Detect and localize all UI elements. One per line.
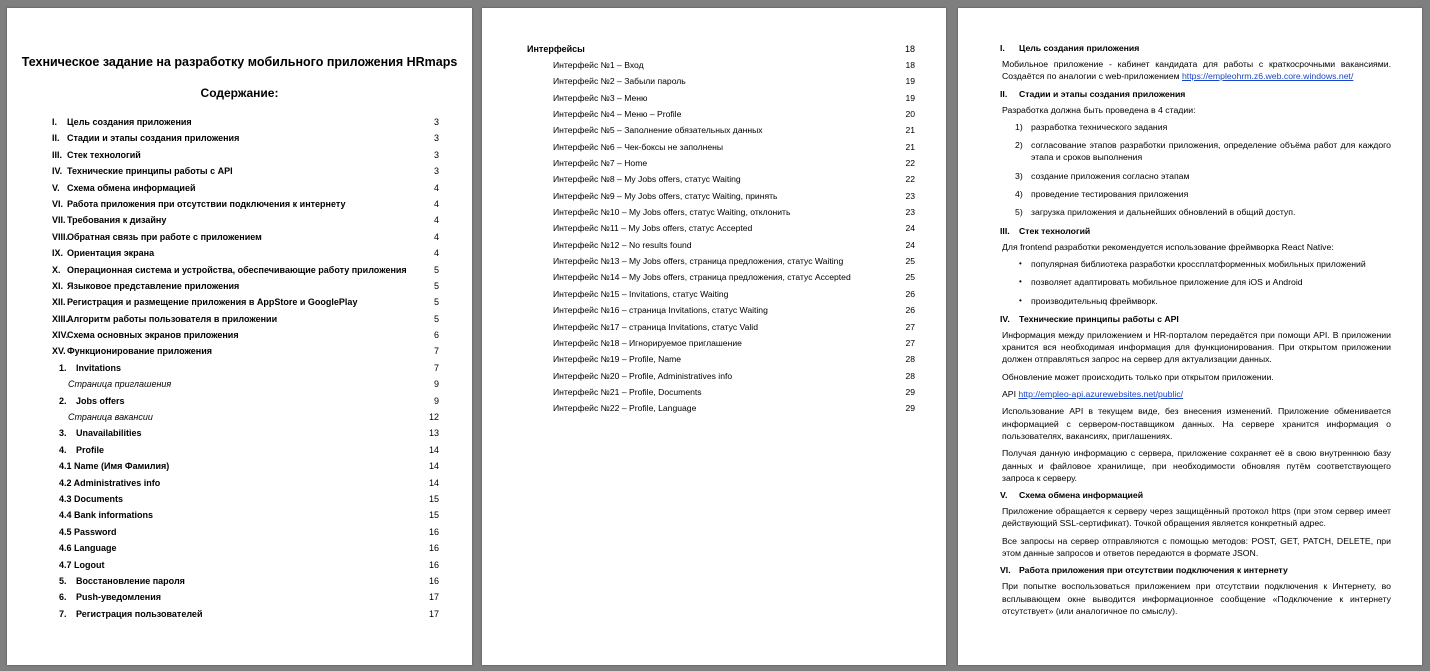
- toc-entry[interactable]: [52, 163, 439, 179]
- toc-entry-number: XIII.: [52, 313, 69, 324]
- toc-entry[interactable]: [52, 212, 439, 228]
- api-label: API: [1002, 389, 1019, 400]
- toc-entry-page: 14: [428, 444, 439, 455]
- toc-entry-title: 4.2 Administratives info: [59, 477, 161, 488]
- toc-entry-title: 4.5 Password: [59, 526, 117, 537]
- toc-entry-page: 21: [905, 125, 915, 136]
- toc-entry-title: Интерфейс №16 – страница Invitations, статус Waiting: [553, 305, 768, 316]
- toc-entry-page: 17: [428, 608, 439, 619]
- toc-entry-number: 4.: [59, 444, 67, 455]
- toc-entry-number: VII.: [52, 215, 66, 226]
- toc-entry-page: 23: [905, 207, 915, 218]
- toc-entry[interactable]: [527, 139, 915, 155]
- toc-entry-title: Интерфейс №22 – Profile, Language: [553, 403, 697, 414]
- web-app-link[interactable]: https://empleohrm.z6.web.core.windows.net/: [1181, 71, 1354, 82]
- toc-entry-page: 27: [905, 321, 915, 332]
- toc-entry[interactable]: [52, 442, 439, 458]
- toc-entry[interactable]: [52, 491, 439, 507]
- toc-entry-title: Интерфейс №12 – No results found: [553, 239, 692, 250]
- paragraph: Информация между приложением и HR-порталом передаётся при помощи API. В приложении хранится вся необходимая информация для функционирования. При открытом приложении должен отправляться запрос на сервер для актуализации данных.: [1002, 329, 1391, 365]
- paragraph: Для frontend разработки рекомендуется использование фреймворка React Native:: [1002, 241, 1334, 252]
- toc-entry[interactable]: [527, 188, 915, 204]
- document-page-3: [958, 8, 1422, 665]
- paragraph: Приложение обращается к серверу через защищённый протокол https (при этом сервер имеет действующий SSL-сертификат). Точкой обращения является конкретный адрес.: [1002, 506, 1391, 529]
- section-title: Технические принципы работы с API: [1019, 313, 1179, 324]
- section-heading-offline: [994, 564, 1391, 576]
- toc-entry-title: Требования к дизайну: [67, 215, 167, 226]
- toc-entry-page: 3: [433, 117, 439, 127]
- toc-entry-title: Работа приложения при отсутствии подключения к интернету: [67, 198, 346, 209]
- toc-entry-title: Интерфейс №3 – Меню: [553, 92, 648, 103]
- paragraph: Разработка должна быть проведена в 4 стадии:: [1002, 104, 1196, 115]
- toc-entry[interactable]: [527, 351, 915, 367]
- toc-entry-title: Интерфейс №13 – My Jobs offers, страница предложения, статус Waiting: [553, 256, 844, 267]
- toc-entry-title: Profile: [76, 444, 105, 455]
- toc-entry-page: 4: [433, 248, 439, 259]
- toc-entry[interactable]: [52, 606, 439, 622]
- toc-entry-page: 27: [905, 337, 915, 348]
- section-title: Работа приложения при отсутствии подключения к интернету: [1019, 565, 1288, 576]
- toc-entry-page: 16: [428, 575, 439, 586]
- toc-entry-title: Цель создания приложения: [67, 117, 192, 127]
- toc-entry-title: Интерфейс №4 – Меню – Profile: [553, 109, 682, 120]
- toc-entry-title: Интерфейс №6 – Чек-боксы не заполнены: [553, 141, 724, 152]
- toc-entry-page: 22: [905, 158, 915, 169]
- toc-entry-number: 5.: [59, 575, 67, 586]
- toc-entry[interactable]: [52, 507, 439, 523]
- toc-entry-title: Операционная система и устройства, обеспечивающие работу приложения: [67, 264, 407, 275]
- toc-entry[interactable]: [527, 237, 915, 253]
- toc-entry-title: Схема обмена информацией: [67, 182, 196, 193]
- list-number: 4): [1015, 189, 1023, 200]
- toc-entry-page: 22: [905, 174, 915, 185]
- stack-list: [1002, 258, 1391, 307]
- toc-entry[interactable]: [527, 384, 915, 400]
- list-item-text: разработка технического задания: [1031, 121, 1168, 132]
- toc-entry-number: V.: [52, 182, 60, 193]
- toc-entry-number: 1.: [59, 362, 67, 373]
- page-content: [994, 38, 1391, 622]
- toc-entry-title: Интерфейс №21 – Profile, Documents: [553, 386, 702, 397]
- api-link[interactable]: http://empleo-api.azurewebsites.net/public/: [1018, 389, 1184, 400]
- section-title: Цель создания приложения: [1019, 43, 1140, 53]
- list-item: [1002, 188, 1391, 200]
- toc-entry-page: 13: [428, 428, 439, 439]
- section-number: V.: [1000, 490, 1008, 501]
- toc-entry-title: Интерфейс №19 – Profile, Name: [553, 354, 682, 365]
- toc-entry-number: 7.: [59, 608, 67, 619]
- toc-entry-page: 18: [905, 60, 915, 70]
- interfaces-heading-page: 18: [904, 44, 915, 54]
- toc-entry[interactable]: [527, 171, 915, 187]
- toc-entry[interactable]: [52, 376, 439, 392]
- toc-entry-page: 19: [905, 92, 915, 103]
- toc-entry[interactable]: [527, 319, 915, 335]
- table-of-contents: [52, 114, 439, 622]
- toc-entry-number: I.: [52, 117, 58, 127]
- toc-entry[interactable]: [52, 475, 439, 491]
- toc-entry-page: 16: [428, 559, 439, 570]
- paragraph-text: Мобильное приложение - кабинет кандидата для работы с краткосрочными вакансиями. Создаётся по аналогии с web-приложением: [1002, 59, 1391, 82]
- toc-entry-title: Страница приглашения: [68, 379, 172, 390]
- section-number: II.: [1000, 88, 1008, 99]
- toc-entry[interactable]: [52, 311, 439, 327]
- section-title: Схема обмена информацией: [1019, 490, 1144, 501]
- toc-entry[interactable]: [527, 220, 915, 236]
- toc-entry-page: 19: [905, 76, 915, 87]
- toc-entry-page: 7: [433, 346, 439, 357]
- toc-entry-page: 28: [905, 370, 915, 381]
- paragraph: При попытке воспользоваться приложением при отсутствии подключения к Интернету, во всплывающем окне выводится информационное сообщение «Подключение к интернету отсутствует» (или аналогичное по смыслу).: [1002, 581, 1391, 616]
- toc-entry-page: 6: [433, 330, 439, 341]
- toc-entry-page: 26: [905, 305, 915, 316]
- toc-entry[interactable]: [527, 302, 915, 318]
- section-title: Стек технологий: [1019, 225, 1091, 236]
- toc-entry[interactable]: [52, 229, 439, 245]
- list-item-text: проведение тестирования приложения: [1031, 189, 1189, 200]
- section-heading-api: [994, 313, 1391, 325]
- toc-entry[interactable]: [527, 286, 915, 302]
- toc-entry-number: 2.: [59, 395, 67, 406]
- paragraph: [1002, 388, 1391, 400]
- toc-entry[interactable]: [52, 425, 439, 441]
- toc-entry-page: 25: [905, 256, 915, 267]
- list-number: 1): [1015, 121, 1023, 132]
- list-item-text: производительныq фреймворк.: [1031, 295, 1158, 306]
- toc-entry[interactable]: [527, 90, 915, 106]
- toc-entry[interactable]: [527, 269, 915, 285]
- toc-entry-page: 16: [428, 543, 439, 554]
- toc-entry-page: 24: [905, 223, 915, 234]
- toc-entry-title: Обратная связь при работе с приложением: [67, 231, 262, 242]
- toc-entry[interactable]: [527, 57, 915, 73]
- toc-entry-page: 3: [433, 166, 439, 177]
- toc-entry[interactable]: [52, 360, 439, 376]
- toc-entry-title: Интерфейс №17 – страница Invitations, статус Valid: [553, 321, 758, 332]
- toc-entry-number: VI.: [52, 198, 64, 209]
- toc-entry[interactable]: [52, 278, 439, 294]
- interfaces-heading[interactable]: [527, 41, 915, 57]
- list-number: 5): [1015, 207, 1023, 218]
- toc-entry-page: 3: [433, 149, 439, 160]
- toc-entry[interactable]: [527, 204, 915, 220]
- section-number: VI.: [1000, 565, 1011, 576]
- toc-entry-title: Восстановление пароля: [76, 575, 185, 586]
- toc-entry[interactable]: [527, 253, 915, 269]
- toc-entry-title: Интерфейс №9 – My Jobs offers, статус Waiting, принять: [553, 190, 778, 201]
- toc-entry-page: 16: [428, 526, 439, 537]
- toc-entry-page: 21: [905, 141, 915, 152]
- list-number: 2): [1015, 140, 1023, 151]
- toc-entry[interactable]: [52, 393, 439, 409]
- list-item: [1002, 206, 1391, 218]
- toc-entry[interactable]: [52, 524, 439, 540]
- toc-entry-page: 24: [905, 239, 915, 250]
- toc-entry-page: 17: [428, 592, 439, 603]
- toc-entry-number: IX.: [52, 248, 64, 259]
- toc-entry-title: Функционирование приложения: [67, 346, 212, 357]
- toc-entry-page: 4: [433, 231, 439, 242]
- toc-entry[interactable]: [52, 147, 439, 163]
- list-item-text: согласование этапов разработки приложения, определение объёма работ для каждого этапа и сроков выполнения: [1031, 140, 1391, 163]
- list-item-text: создание приложения согласно этапам: [1031, 170, 1190, 181]
- toc-entry-title: 4.7 Logout: [59, 559, 105, 570]
- paragraph: [1002, 58, 1391, 83]
- toc-entry[interactable]: [52, 458, 439, 474]
- section-number: I.: [1000, 43, 1005, 53]
- document-title: Техническое задание на разработку мобильного приложения HRmaps: [21, 55, 458, 69]
- toc-entry-number: III.: [52, 149, 63, 160]
- toc-entry-title: Интерфейс №8 – My Jobs offers, статус Waiting: [553, 174, 741, 185]
- bullet-icon: •: [1019, 295, 1022, 305]
- toc-entry-page: 4: [433, 182, 439, 193]
- list-item: [1002, 139, 1391, 164]
- interfaces-heading-label: Интерфейсы: [527, 44, 585, 54]
- toc-entry-number: X.: [52, 264, 61, 275]
- toc-entry-number: XV.: [52, 346, 66, 357]
- toc-entry-page: 7: [433, 362, 439, 373]
- toc-entry[interactable]: [52, 262, 439, 278]
- toc-entry-title: Push-уведомления: [76, 592, 161, 603]
- toc-entry-page: 15: [428, 510, 439, 521]
- toc-entry-number: IV.: [52, 166, 63, 177]
- toc-entry-page: 12: [428, 412, 439, 423]
- interfaces-list: [527, 57, 915, 417]
- toc-entry[interactable]: [52, 180, 439, 196]
- toc-entry-number: XII.: [52, 297, 66, 308]
- list-item-text: загрузка приложения и дальнейших обновлений в общий доступ.: [1031, 207, 1296, 218]
- toc-entry-page: 23: [905, 190, 915, 201]
- bullet-icon: •: [1019, 258, 1022, 268]
- toc-entry-title: Интерфейс №15 – Invitations, статус Waiting: [553, 288, 729, 299]
- list-item: [1002, 121, 1391, 133]
- toc-entry-page: 5: [433, 264, 439, 275]
- toc-entry-title: Регистрация пользователей: [76, 608, 203, 619]
- toc-entry[interactable]: [527, 155, 915, 171]
- toc-entry-title: Алгоритм работы пользователя в приложении: [67, 313, 278, 324]
- toc-entry-title: Регистрация и размещение приложения в AppStore и GooglePlay: [67, 297, 358, 308]
- toc-entry-title: Технические принципы работы с API: [67, 166, 233, 177]
- toc-entry-title: Интерфейс №5 – Заполнение обязательных данных: [553, 125, 763, 136]
- toc-entry[interactable]: [52, 589, 439, 605]
- toc-entry-page: 14: [428, 477, 439, 488]
- toc-entry[interactable]: [527, 73, 915, 89]
- toc-entry-page: 5: [433, 280, 439, 291]
- toc-entry-title: Jobs offers: [76, 395, 125, 406]
- toc-entry[interactable]: [52, 343, 439, 359]
- list-item-text: позволяет адаптировать мобильное приложение для iOS и Android: [1031, 277, 1303, 288]
- toc-entry-page: 29: [905, 386, 915, 397]
- toc-entry-page: 5: [433, 297, 439, 308]
- toc-entry[interactable]: [52, 327, 439, 343]
- toc-entry-title: 4.4 Bank informations: [59, 510, 154, 521]
- toc-entry-page: 4: [433, 198, 439, 209]
- toc-entry-title: Интерфейс №10 – My Jobs offers, статус Waiting, отклонить: [553, 207, 791, 218]
- list-item: [1002, 170, 1391, 182]
- toc-entry-number: VIII.: [52, 231, 69, 242]
- toc-heading: Содержание:: [200, 86, 279, 100]
- toc-entry[interactable]: [52, 114, 439, 130]
- document-page-2: [482, 8, 946, 665]
- toc-entry-title: Интерфейс №1 – Вход: [553, 60, 644, 70]
- toc-entry-title: Unavailabilities: [76, 428, 142, 439]
- paragraph: Обновление может происходить только при открытом приложении.: [1002, 371, 1274, 382]
- toc-entry-title: Интерфейс №2 – Забыли пароль: [553, 76, 686, 87]
- list-item: [1002, 258, 1391, 270]
- toc-entry-title: Интерфейс №14 – My Jobs offers, страница предложения, статус Accepted: [553, 272, 851, 283]
- toc-entry[interactable]: [52, 557, 439, 573]
- toc-entry-page: 3: [433, 133, 439, 144]
- paragraph: Использование API в текущем виде, без внесения изменений. Приложение обменивается информацией с сервером-поставщиком данных. На сервере хранится информация о пользователях, вакансиях, приглашениях.: [1002, 406, 1391, 441]
- toc-entry-title: Языковое представление приложения: [67, 280, 240, 291]
- list-number: 3): [1015, 170, 1023, 181]
- toc-entry-number: II.: [52, 133, 60, 144]
- toc-entry-number: XI.: [52, 280, 64, 291]
- toc-entry-page: 25: [905, 272, 915, 283]
- toc-entry-page: 20: [905, 109, 915, 120]
- toc-entry[interactable]: [527, 400, 915, 416]
- toc-entry-page: 14: [428, 461, 439, 472]
- toc-entry-page: 5: [433, 313, 439, 324]
- toc-entry-title: Стек технологий: [67, 149, 141, 160]
- toc-entry-number: 3.: [59, 428, 67, 439]
- toc-entry-title: Интерфейс №20 – Profile, Administratives info: [553, 370, 733, 381]
- toc-entry-page: 28: [905, 354, 915, 365]
- section-heading-goal: [994, 42, 1391, 54]
- toc-entry[interactable]: [52, 294, 439, 310]
- section-heading-exchange: [994, 489, 1391, 501]
- toc-entry-title: 4.3 Documents: [59, 493, 124, 504]
- toc-entry-title: Интерфейс №18 – Игнорируемое приглашение: [553, 337, 742, 348]
- section-number: IV.: [1000, 313, 1010, 324]
- toc-entry-title: Страница вакансии: [68, 412, 153, 423]
- stages-list: [1002, 121, 1391, 219]
- toc-entry[interactable]: [527, 368, 915, 384]
- toc-entry-title: Интерфейс №11 – My Jobs offers, статус Accepted: [553, 223, 753, 234]
- document-page-1: [7, 8, 472, 665]
- toc-entry-title: 4.6 Language: [59, 543, 117, 554]
- toc-entry-page: 15: [428, 493, 439, 504]
- toc-entry[interactable]: [52, 540, 439, 556]
- toc-entry[interactable]: [52, 130, 439, 146]
- list-item-text: популярная библиотека разработки кроссплатформенных мобильных приложений: [1031, 258, 1366, 269]
- toc-entry-page: 9: [433, 379, 439, 390]
- toc-entry[interactable]: [52, 409, 439, 425]
- list-item: [1002, 276, 1391, 288]
- toc-entry-title: Ориентация экрана: [67, 248, 155, 259]
- toc-entry-title: Интерфейс №7 – Home: [553, 158, 648, 169]
- toc-entry-title: Стадии и этапы создания приложения: [67, 133, 240, 144]
- toc-entry-title: 4.1 Name (Имя Фамилия): [59, 461, 170, 472]
- toc-entry[interactable]: [527, 335, 915, 351]
- paragraph: Получая данную информацию с сервера, приложение сохраняет её в свою внутреннюю базу данных и файловое хранилище, при необходимости обновляя путём соответствующего запроса к серверу.: [1002, 448, 1391, 483]
- section-number: III.: [1000, 225, 1010, 236]
- toc-entry-page: 26: [905, 288, 915, 299]
- toc-entry[interactable]: [527, 106, 915, 122]
- section-title: Стадии и этапы создания приложения: [1019, 88, 1186, 99]
- paragraph: Все запросы на сервер отправляются с помощью методов: POST, GET, PATCH, DELETE, при этом данные запросов и ответов передаются в формате JSON.: [1002, 535, 1391, 559]
- list-item: [1002, 295, 1391, 307]
- toc-entry-page: 9: [433, 395, 439, 406]
- toc-entry[interactable]: [527, 122, 915, 138]
- toc-entry-page: 4: [433, 215, 439, 226]
- bullet-icon: •: [1019, 277, 1022, 287]
- section-heading-stages: [994, 88, 1391, 100]
- toc-entry[interactable]: [52, 573, 439, 589]
- section-heading-stack: [994, 225, 1391, 237]
- toc-entry-number: 6.: [59, 592, 67, 603]
- toc-entry[interactable]: [52, 196, 439, 212]
- toc-entry[interactable]: [52, 245, 439, 261]
- toc-entry-page: 29: [905, 403, 915, 414]
- toc-entry-number: XIV.: [52, 330, 69, 341]
- toc-entry-title: Схема основных экранов приложения: [67, 330, 239, 341]
- toc-entry-title: Invitations: [76, 362, 122, 373]
